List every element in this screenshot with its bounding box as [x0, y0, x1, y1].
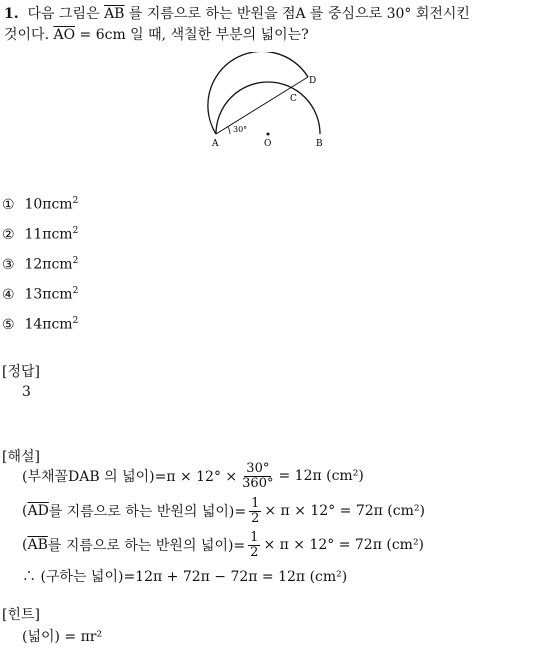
label-c: C — [290, 94, 297, 104]
explanation-line-2 — [22, 497, 425, 525]
option-5-value: 14πcm — [24, 316, 73, 333]
question-number: 1. — [4, 6, 19, 22]
question-text-2-post: = 6cm 일 때, 색칠한 부분의 넓이는? — [75, 27, 309, 43]
answer-heading: [정답] — [2, 364, 40, 380]
option-2-value: 11πcm — [24, 226, 73, 243]
fraction-30-360 — [240, 462, 275, 490]
option-5-number: ⑤ — [2, 316, 15, 333]
segment-ao: $\overline{AO}$ — [53, 27, 76, 43]
option-1-exp: 2 — [72, 196, 79, 206]
explanation-l3-open: ( — [22, 537, 28, 554]
explanation-heading: [해설] — [2, 449, 40, 465]
option-5[interactable] — [2, 316, 78, 333]
question-line-1 — [4, 3, 470, 23]
explanation-l2-post: × π × 12° = 72π (cm²) — [264, 503, 425, 520]
label-d: D — [309, 76, 317, 86]
option-2[interactable] — [2, 226, 78, 243]
original-semicircle-arc — [216, 82, 320, 134]
option-4[interactable] — [2, 286, 78, 303]
option-4-exp: 2 — [72, 286, 79, 296]
shaded-region — [208, 52, 308, 134]
option-3-number: ③ — [2, 256, 15, 273]
explanation-line-3 — [22, 531, 424, 559]
frac-den: 2 — [251, 510, 260, 526]
frac-num: 1 — [250, 530, 259, 545]
explanation-line-4: ∴ (구하는 넓이)=12π + 72π − 72π = 12π (cm²) — [22, 569, 348, 585]
explanation-l2-mid: 를 지름으로 하는 반원의 넓이)= — [48, 504, 247, 521]
frac-den: 360° — [242, 475, 274, 491]
angle-arc — [228, 127, 230, 134]
chord-ad — [216, 77, 308, 134]
option-1-value: 10πcm — [24, 196, 73, 213]
option-3[interactable] — [2, 256, 78, 273]
segment-ad: $\overline{AD}$ — [27, 503, 49, 520]
option-2-number: ② — [2, 226, 15, 243]
option-3-value: 12πcm — [24, 256, 73, 273]
label-o: O — [264, 139, 272, 149]
fraction-1-2-a — [249, 497, 261, 525]
option-4-number: ④ — [2, 286, 15, 303]
frac-den: 2 — [250, 544, 259, 560]
hint-heading: [힌트] — [2, 607, 40, 623]
question-line-2 — [4, 24, 309, 44]
explanation-l3-mid: 를 지름으로 하는 반원의 넓이)= — [47, 538, 246, 555]
explanation-l1-post: = 12π (cm²) — [278, 468, 364, 485]
question-text-2-pre: 것이다. — [4, 27, 54, 43]
explanation-l1-pre: (부채꼴DAB 의 넓이)=π × 12° × — [22, 469, 238, 486]
option-1[interactable] — [2, 196, 78, 213]
rotated-semicircle-arc — [208, 52, 308, 134]
fraction-1-2-b — [248, 531, 260, 559]
option-4-value: 13πcm — [24, 286, 73, 303]
label-b: B — [316, 139, 323, 149]
option-3-exp: 2 — [72, 256, 79, 266]
option-1-number: ① — [2, 196, 15, 213]
label-a: A — [212, 139, 219, 149]
segment-ab: $\overline{AB}$ — [104, 6, 125, 22]
segment-ab-2: $\overline{AB}$ — [27, 537, 48, 554]
frac-num: 1 — [251, 496, 260, 511]
option-5-exp: 2 — [72, 316, 79, 326]
question-text-pre: 다음 그림은 — [27, 6, 105, 22]
figure-diagram — [190, 52, 350, 157]
frac-num: 30° — [246, 461, 270, 476]
explanation-line-1 — [22, 462, 364, 490]
hint-text: (넓이) = πr² — [22, 629, 103, 645]
angle-label: 30° — [233, 125, 248, 134]
center-point-o — [267, 133, 270, 136]
option-2-exp: 2 — [72, 226, 79, 236]
explanation-l3-post: × π × 12° = 72π (cm²) — [263, 537, 425, 554]
answer-value: 3 — [22, 384, 31, 400]
explanation-l2-open: ( — [22, 503, 28, 520]
question-text-post: 를 지름으로 하는 반원을 점A 를 중심으로 30° 회전시킨 — [124, 6, 470, 22]
